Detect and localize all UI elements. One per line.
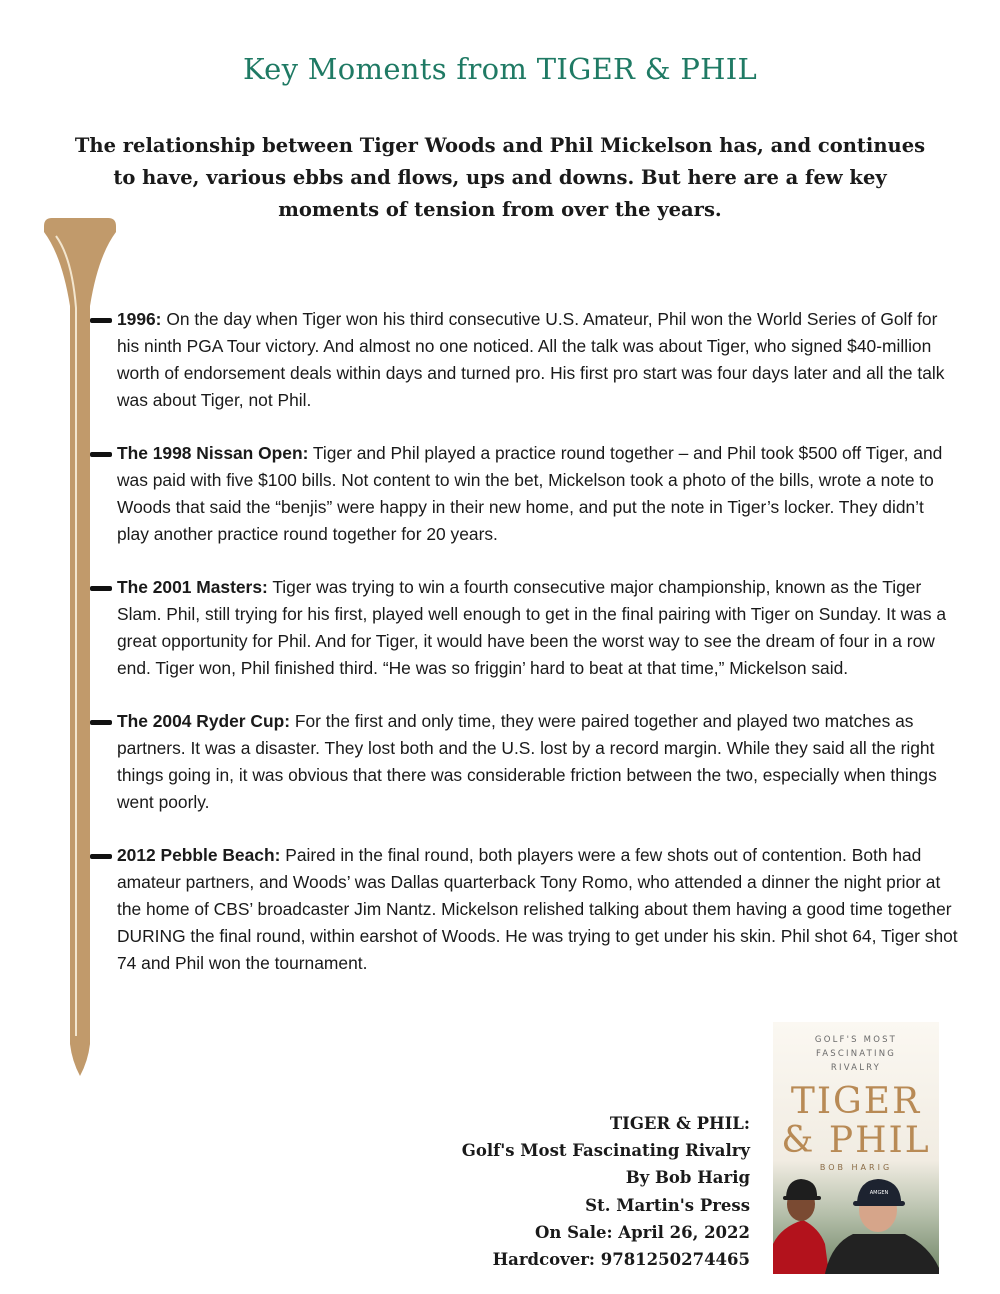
moment-item [90,574,960,682]
moment-item [90,440,960,548]
cover-author: BOB HARIG [819,1163,893,1172]
moment-item [90,306,960,414]
timeline-marker [90,586,112,591]
moment-heading: The 2001 Masters: [117,577,268,597]
moment-item [90,708,960,816]
cap-logo: AMGEN [869,1190,889,1196]
cover-title: TIGER [790,1081,922,1122]
timeline-marker [90,318,112,323]
moment-item [90,842,960,977]
moment-body: On the day when Tiger won his third consecutive U.S. Amateur, Phil won the World Series of Golf for his ninth PGA Tour victory. And almost no one noticed. All the talk was about Tiger, who signed $40-million worth of endorsement deals within days and turned pro. His first pro start was four days later and all the talk was about Tiger, not Phil. [117,309,945,410]
moment-heading: The 1998 Nissan Open: [117,443,309,463]
moment-body: Paired in the final round, both players were a few shots out of contention. Both had amateur partners, and Woods’ was Dallas quarterback Tony Romo, who attended a dinner the night prior at the home of CBS’ broadcaster Jim Nantz. Mickelson relished talking about them having a good time together DURING the final round, within earshot of Woods. He was trying to get under his skin. Phil shot 64, Tiger shot 74 and Phil won the tournament. [117,845,958,973]
moment-heading: The 2004 Ryder Cup: [117,711,290,731]
book-sale-date: On Sale: April 26, 2022 [534,1222,750,1242]
timeline-marker [90,720,112,725]
moment-body: Tiger was trying to win a fourth consecutive major championship, known as the Tiger Slam. Phil, still trying for his first, played well enough to get in the final pairing with Tiger on Sunday. It was a great opportunity for Phil. And for Tiger, it would have been the worst way to see the dream of four in a row end. Tiger won, Phil finished third. “He was so friggin’ hard to beat at that time,” Mickelson said. [117,577,947,678]
book-isbn: Hardcover: 9781250274465 [492,1250,750,1270]
cover-tagline: GOLF'S MOST [814,1035,898,1045]
intro-paragraph: The relationship between Tiger Woods and Phil Mickelson has, and continues to have, various ebbs and flows, ups and downs. But here are a few key moments of tension from over the years. [74,134,926,221]
book-cover-image [773,1022,939,1274]
book-author: By Bob Harig [625,1168,750,1188]
moment-text [117,708,960,816]
book-publisher: St. Martin's Press [585,1195,750,1215]
moment-text [117,306,960,414]
moment-heading: 1996: [117,309,162,329]
page-title: Key Moments from TIGER & PHIL [242,52,758,86]
book-subtitle: Golf's Most Fascinating Rivalry [461,1141,750,1161]
timeline-marker [90,854,112,859]
moment-text [117,842,960,977]
book-info [462,1110,750,1273]
cover-tagline: FASCINATING [815,1049,897,1059]
cover-title: & PHIL [781,1120,931,1161]
moment-text [117,440,960,548]
moment-body: For the first and only time, they were paired together and played two matches as partners. It was a disaster. They lost both and the U.S. lost by a record margin. While they said all the right things going in, it was obvious that there was considerable friction between the two, especially when things went poorly. [117,711,937,812]
moment-body: Tiger and Phil played a practice round together – and Phil took $500 off Tiger, and was paid with five $100 bills. Not content to win the bet, Mickelson took a photo of the bills, wrote a note to Woods that said the “benjis” were happy in their new home, and put the note in Tiger’s locker. They didn’t play another practice round together for 20 years. [117,443,943,544]
cover-tagline: RIVALRY [830,1063,882,1073]
moment-heading: 2012 Pebble Beach: [117,845,281,865]
moment-text [117,574,960,682]
book-title: TIGER & PHIL: [609,1114,750,1133]
timeline-marker [90,452,112,457]
moments-list [90,306,960,1003]
